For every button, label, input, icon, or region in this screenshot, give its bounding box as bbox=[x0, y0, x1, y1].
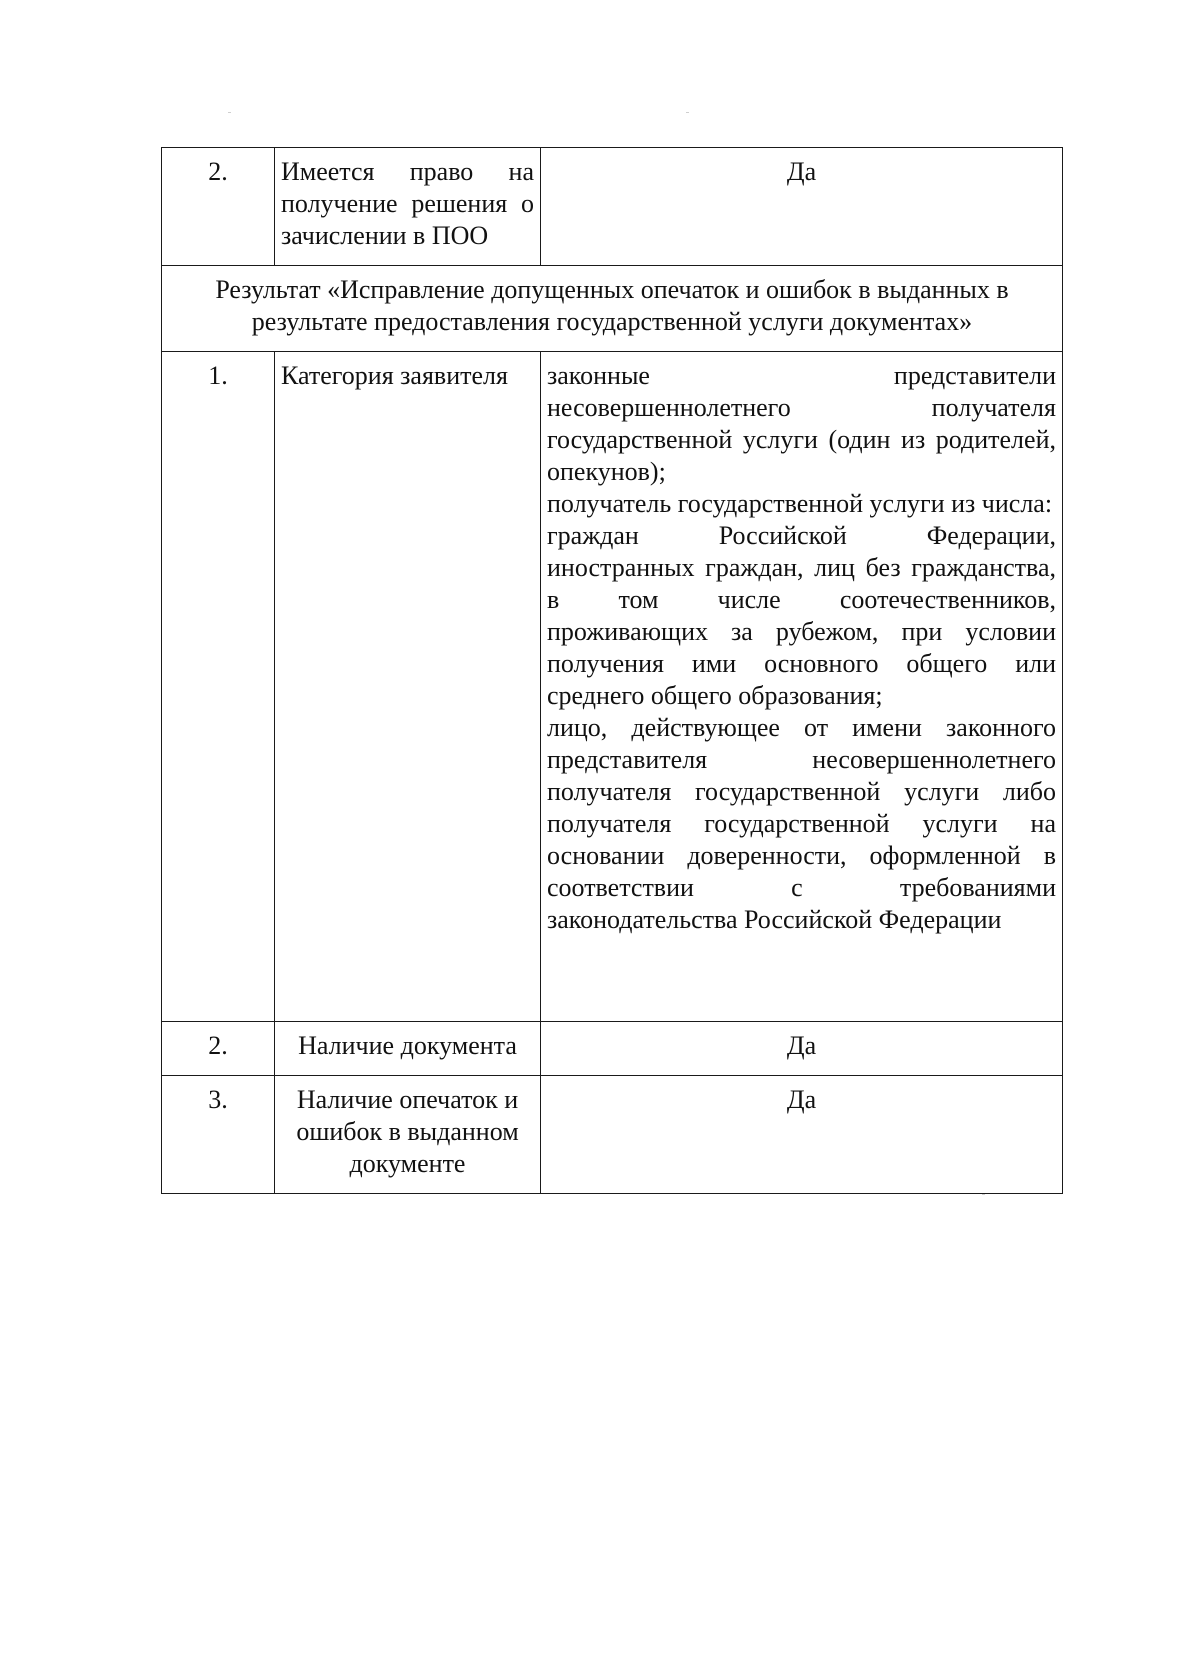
value-text: Да bbox=[541, 148, 1063, 266]
row-number: 2. bbox=[162, 148, 275, 266]
table-row bbox=[162, 1076, 1063, 1194]
table-row bbox=[162, 352, 1063, 1022]
criterion-text: Наличие опечаток и ошибок в выданном документе bbox=[275, 1076, 541, 1194]
value-text: Да bbox=[541, 1022, 1063, 1076]
row-number: 1. bbox=[162, 352, 275, 1022]
table-row bbox=[162, 148, 1063, 266]
result-header-row bbox=[162, 266, 1063, 352]
criteria-table bbox=[161, 147, 1063, 1194]
value-paragraph: лицо, действующее от имени законного представителя несовершеннолетнего получателя государственной услуги либо получателя государственной услуги на основании доверенности, оформленной в соответствии с требованиями законодательства Российской Федерации bbox=[547, 713, 1056, 934]
criterion-text: Наличие документа bbox=[275, 1022, 541, 1076]
result-header: Результат «Исправление допущенных опечаток и ошибок в выданных в результате предоставления государственной услуги документах» bbox=[162, 266, 1063, 352]
value-text: Да bbox=[541, 1076, 1063, 1194]
scan-speck bbox=[228, 112, 231, 113]
criterion-text: Имеется право на получение решения о зачислении в ПОО bbox=[275, 148, 541, 266]
value-text bbox=[541, 352, 1063, 1022]
row-number: 3. bbox=[162, 1076, 275, 1194]
value-paragraph: граждан Российской Федерации, иностранных граждан, лиц без гражданства, в том числе соотечественников, проживающих за рубежом, при условии получения ими основного общего или среднего общего образования; bbox=[547, 521, 1056, 710]
table-row bbox=[162, 1022, 1063, 1076]
criterion-text: Категория заявителя bbox=[275, 352, 541, 1022]
scan-speck bbox=[686, 112, 689, 113]
scan-speck bbox=[982, 1194, 985, 1195]
value-paragraph: получатель государственной услуги из числа: bbox=[547, 489, 1053, 518]
value-paragraph: законные представители несовершеннолетнего получателя государственной услуги (один из родителей, опекунов); bbox=[547, 361, 1056, 486]
row-number: 2. bbox=[162, 1022, 275, 1076]
